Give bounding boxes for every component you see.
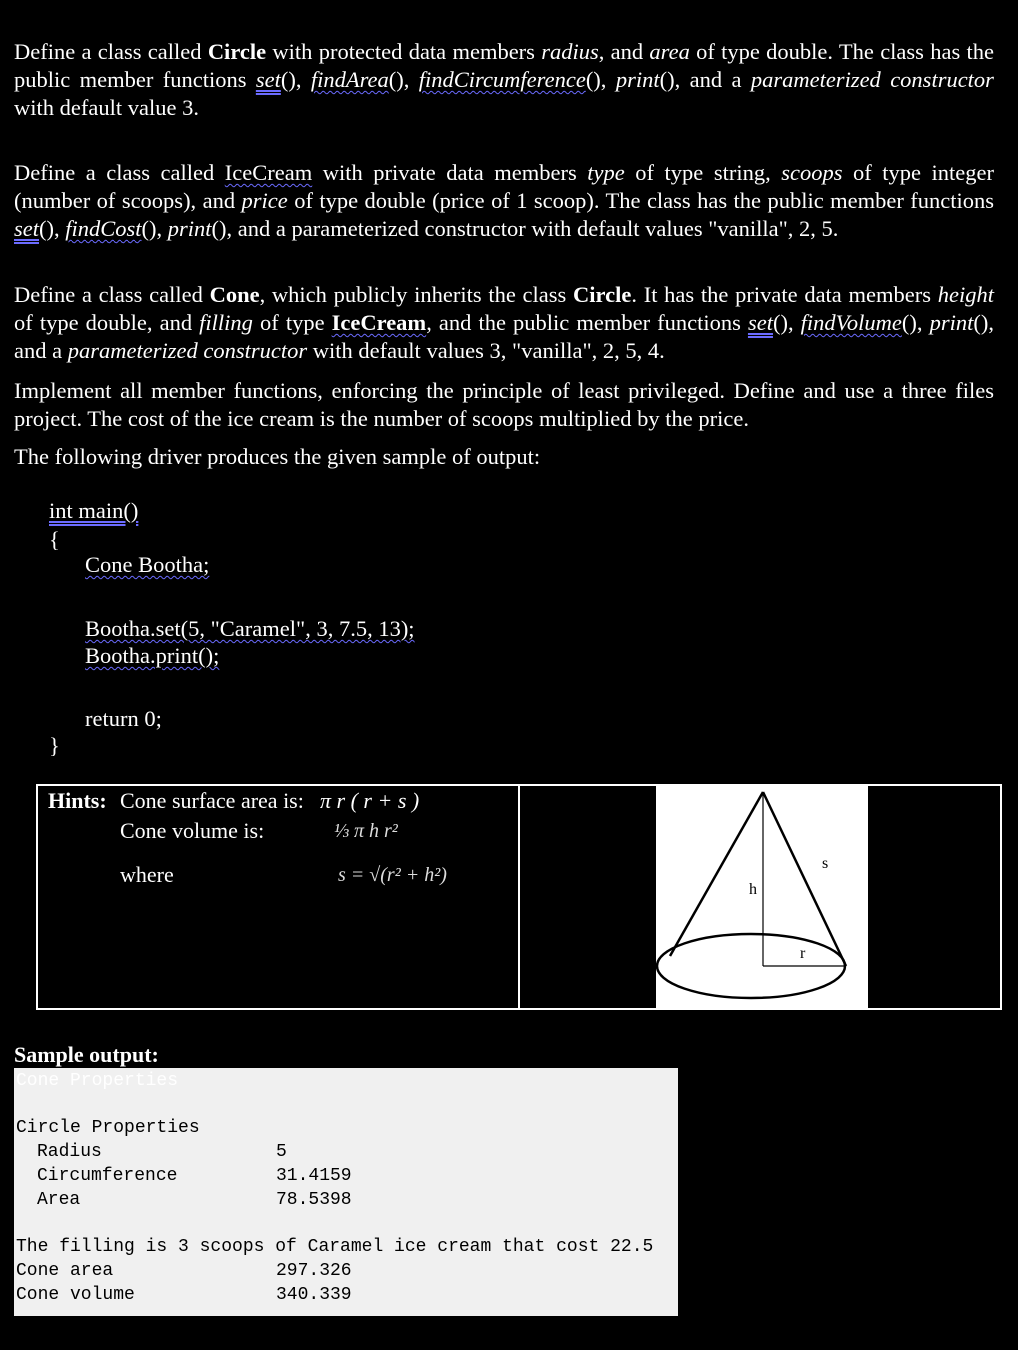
text: (), <box>388 67 419 92</box>
func-findarea: findArea <box>310 67 389 92</box>
text: (), <box>39 216 66 241</box>
paragraph-icecream <box>14 159 994 243</box>
paragraph-driver-intro: The following driver produces the given sample of output: <box>14 444 541 469</box>
volume-label: Cone volume is: <box>120 818 265 843</box>
member-scoops: scoops <box>781 160 843 185</box>
text: Define a class called <box>14 39 208 64</box>
func-print: print <box>615 67 660 92</box>
console-radius-label: Radius <box>37 1142 102 1162</box>
class-name-cone: Cone <box>209 282 260 307</box>
console-circ-label: Circumference <box>37 1166 178 1186</box>
member-type: type <box>587 160 625 185</box>
surface-formula: π r ( r + s ) <box>320 788 420 813</box>
console-cone-volume-label: Cone volume <box>16 1285 135 1305</box>
code-line-open-brace: { <box>49 527 60 552</box>
code-line-print <box>85 642 219 670</box>
code-line-declare <box>85 551 209 579</box>
member-radius: radius <box>541 39 599 64</box>
paragraph-implement: Implement all member functions, enforcing the principle of least privileged. Define and use a three files project. The cost of the ice cream is the number of scoops multiplied by the price. <box>14 378 994 431</box>
console-radius-value: 5 <box>276 1142 287 1162</box>
console-cone-header: Cone Properties <box>16 1071 179 1091</box>
console-circ-value: 31.4159 <box>276 1166 352 1186</box>
class-name-icecream: IceCream <box>331 310 427 335</box>
func-findcost: findCost <box>65 216 142 241</box>
text: Define a class called <box>14 282 210 307</box>
label-s: s <box>822 855 829 872</box>
paragraph-cone <box>14 281 994 365</box>
text: (), and a <box>14 310 994 363</box>
console-cone-volume-value: 340.339 <box>276 1285 352 1305</box>
where-label: where <box>120 862 174 887</box>
text: (), <box>772 310 801 335</box>
sample-output-title: Sample output: <box>14 1042 159 1067</box>
hints-table <box>36 784 1002 1010</box>
code-text: Bootha.print(); <box>85 643 220 668</box>
hints-text-cell <box>38 786 520 1008</box>
text: (), <box>901 310 930 335</box>
text: with default values 3, "vanilla", 2, 5, 4. <box>307 338 665 363</box>
label-r: r <box>800 945 806 962</box>
text: . It has the private data members <box>631 282 938 307</box>
text: , and <box>598 39 650 64</box>
class-name-circle: Circle <box>573 282 632 307</box>
text: (), <box>280 67 311 92</box>
func-print: print <box>929 310 974 335</box>
text: of type integer (number of scoops), and <box>14 160 995 213</box>
member-filling: filling <box>199 310 253 335</box>
text: , and the public member functions <box>426 310 748 335</box>
func-findvolume: findVolume <box>800 310 902 335</box>
text: , which publicly inherits the class <box>259 282 574 307</box>
text: (), <box>141 216 168 241</box>
func-findcircumference: findCircumference <box>418 67 586 92</box>
volume-formula: ⅓ π h r² <box>334 820 398 842</box>
param-constructor: parameterized constructor <box>750 67 994 92</box>
surface-label: Cone surface area is: <box>120 788 304 813</box>
code-line-set <box>85 615 415 643</box>
label-h: h <box>749 881 757 898</box>
text: of type double (price of 1 scoop). The class has the public member functions <box>287 188 994 213</box>
console-area-label: Area <box>37 1190 81 1210</box>
code-text: Cone Bootha; <box>85 552 210 577</box>
console-filling-line: The filling is 3 scoops of Caramel ice cream that cost 22.5 <box>16 1237 654 1257</box>
text: of type double, and <box>14 310 200 335</box>
class-name-circle: Circle <box>207 39 267 64</box>
param-constructor: parameterized constructor <box>67 338 308 363</box>
text: (), and a <box>659 67 751 92</box>
text: of type double. The class has the public member functions <box>14 39 994 92</box>
text: with private data members <box>312 160 588 185</box>
code-line-return: return 0; <box>85 706 162 731</box>
func-print: print <box>167 216 212 241</box>
console-circle-header: Circle Properties <box>16 1118 200 1138</box>
member-price: price <box>241 188 288 213</box>
code-text: int main() <box>49 498 139 523</box>
text: of type <box>252 310 332 335</box>
text: (), <box>585 67 616 92</box>
cone-diagram <box>656 786 868 1008</box>
text: (), and a parameterized constructor with default values "vanilla", 2, 5. <box>211 216 839 241</box>
member-height: height <box>937 282 994 307</box>
console-cone-area-label: Cone area <box>16 1261 114 1281</box>
func-set: set <box>255 67 281 92</box>
paragraph-circle <box>14 38 994 122</box>
hints-label: Hints: <box>48 788 107 813</box>
text: Define a class called <box>14 160 225 185</box>
func-set: set <box>14 216 39 241</box>
func-set: set <box>747 310 773 335</box>
console-area-value: 78.5398 <box>276 1190 352 1210</box>
text: with protected data members <box>266 39 542 64</box>
console-cone-area-value: 297.326 <box>276 1261 352 1281</box>
text: with default value 3. <box>14 95 199 120</box>
code-line-close-brace: } <box>49 733 60 758</box>
cone-illustration <box>656 786 868 1008</box>
class-name-icecream: IceCream <box>224 160 313 185</box>
code-text: Bootha.set(5, "Caramel", 3, 7.5, 13); <box>85 616 415 641</box>
text: of type string, <box>624 160 782 185</box>
s-formula: s = √(r² + h²) <box>338 864 447 886</box>
code-line-main <box>49 497 138 525</box>
member-area: area <box>649 39 690 64</box>
